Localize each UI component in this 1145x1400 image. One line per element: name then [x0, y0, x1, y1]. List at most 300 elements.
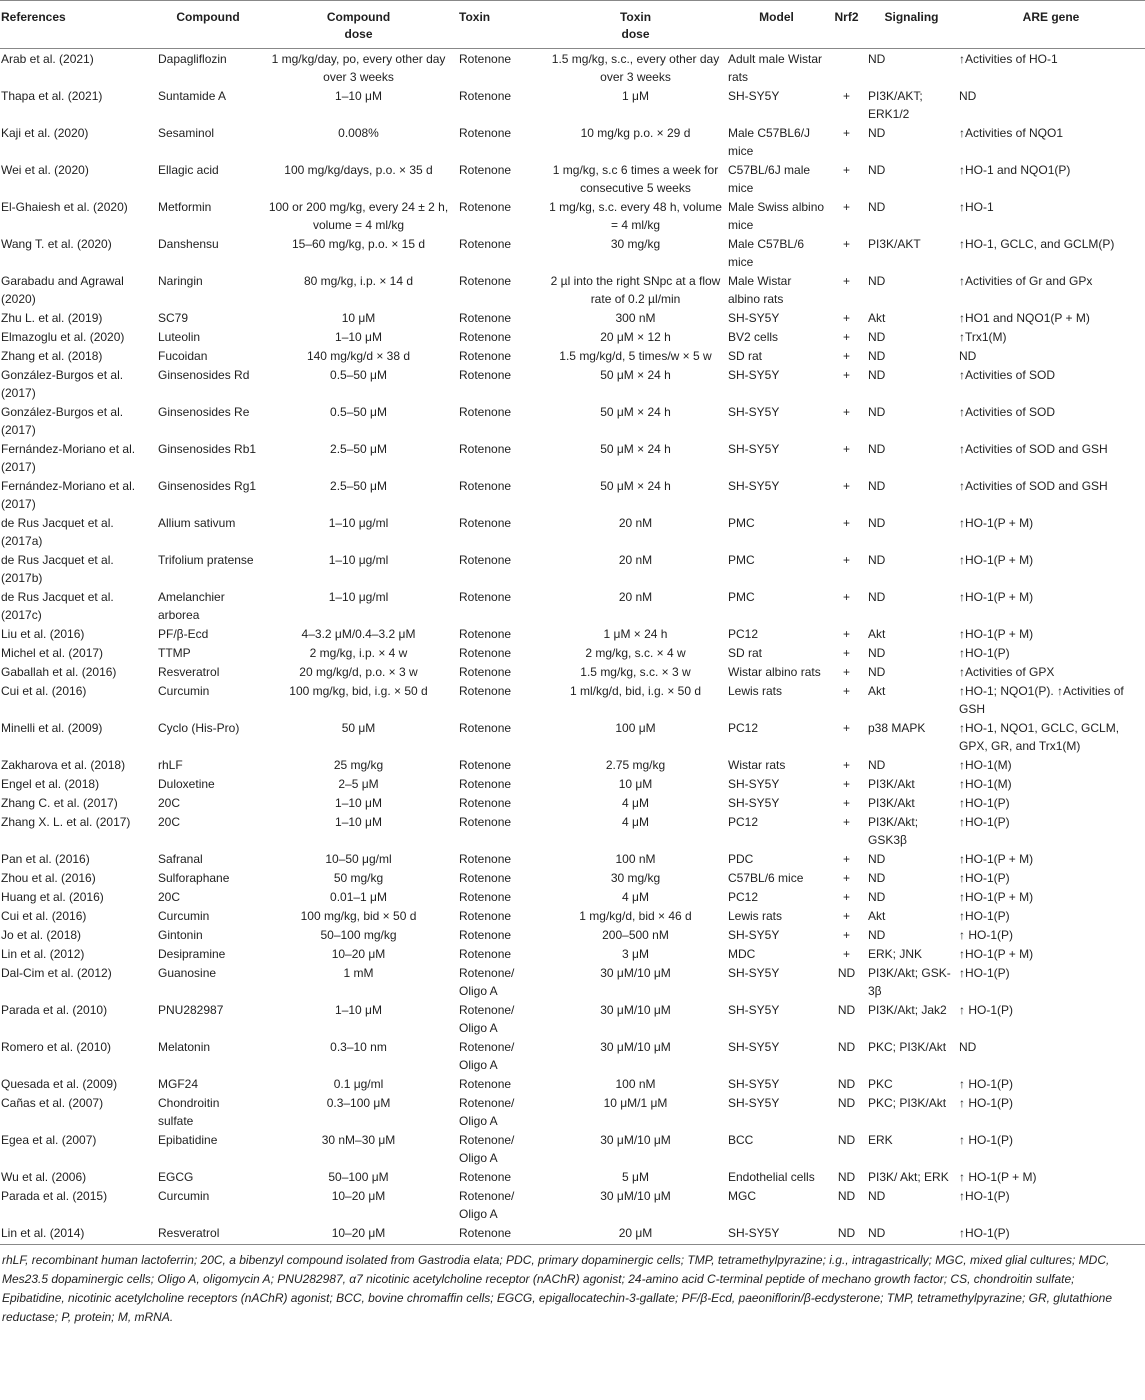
table-row	[0, 1186, 1145, 1223]
cell-model: SH-SY5Y	[728, 405, 780, 419]
table-row	[0, 849, 1145, 868]
cell-compound-dose: 1–10 μM	[335, 1003, 382, 1017]
header-toxin: Toxin	[457, 1, 545, 49]
cell-toxin-dose: 10 μM	[618, 777, 653, 791]
cell-model: SH-SY5Y	[728, 311, 780, 325]
cell-are-gene: ↑HO-1(P)	[959, 966, 1010, 980]
cell-signaling: PKC; PI3K/Akt	[868, 1096, 947, 1110]
cell-toxin: Rotenone	[459, 928, 512, 942]
table-row	[0, 476, 1145, 513]
cell-compound-dose: 100 mg/kg, bid, i.g. × 50 d	[289, 684, 428, 698]
cell-nrf2: +	[842, 721, 850, 735]
table-row	[0, 587, 1145, 624]
table-row	[0, 681, 1145, 718]
cell-model: SH-SY5Y	[728, 442, 780, 456]
cell-nrf2: +	[842, 909, 850, 923]
cell-are-gene: ↑HO-1, NQO1, GCLC, GCLM, GPX, GR, and Trx1(M)	[959, 721, 1120, 753]
cell-toxin: Rotenone/ Oligo A	[459, 1189, 515, 1221]
cell-toxin-dose: 30 mg/kg	[610, 871, 661, 885]
cell-reference: Engel et al. (2018)	[1, 777, 100, 791]
table-row	[0, 643, 1145, 662]
cell-model: SH-SY5Y	[728, 966, 780, 980]
table-row	[0, 624, 1145, 643]
table-row	[0, 271, 1145, 308]
cell-nrf2: +	[842, 126, 850, 140]
cell-are-gene: ↑HO-1(P + M)	[959, 852, 1034, 866]
cell-nrf2: +	[842, 665, 850, 679]
cell-signaling: ND	[868, 646, 886, 660]
cell-toxin-dose: 3 μM	[622, 947, 649, 961]
cell-compound: Resveratrol	[156, 1223, 260, 1245]
cell-model: SH-SY5Y	[728, 796, 780, 810]
cell-compound-dose: 0.3–100 μM	[326, 1096, 391, 1110]
cell-toxin: Rotenone	[459, 777, 512, 791]
cell-compound-dose: 0.3–10 nm	[330, 1040, 387, 1054]
table-row	[0, 1000, 1145, 1037]
cell-model: PMC	[728, 553, 755, 567]
cell-reference: El-Ghaiesh et al. (2020)	[1, 200, 128, 214]
cell-toxin: Rotenone	[459, 646, 512, 660]
cell-compound: Sesaminol	[158, 126, 215, 140]
cell-compound-dose: 0.5–50 μM	[330, 368, 387, 382]
cell-reference: Gaballah et al. (2016)	[1, 665, 117, 679]
cell-compound: Curcumin	[158, 1189, 210, 1203]
cell-nrf2: +	[842, 516, 850, 530]
cell-compound-dose: 10 μM	[341, 311, 376, 325]
cell-signaling: ND	[868, 871, 886, 885]
cell-toxin: Rotenone	[459, 237, 512, 251]
cell-signaling: ND	[868, 1189, 886, 1203]
cell-compound-dose: 50–100 mg/kg	[320, 928, 397, 942]
table-row	[0, 944, 1145, 963]
table-row	[0, 402, 1145, 439]
cell-model: Adult male Wistar rats	[728, 52, 823, 84]
cell-compound-dose: 0.1 μg/ml	[333, 1077, 384, 1091]
cell-compound-dose: 15–60 mg/kg, p.o. × 15 d	[291, 237, 426, 251]
cell-toxin-dose: 30 mg/kg	[610, 237, 661, 251]
cell-nrf2: ND	[837, 1077, 856, 1091]
cell-toxin-dose: 1.5 mg/kg, s.c., every other day over 3 weeks	[551, 52, 720, 84]
cell-signaling: Akt	[868, 311, 886, 325]
cell-nrf2: +	[842, 928, 850, 942]
cell-nrf2: +	[842, 815, 850, 829]
cell-toxin-dose: 4 μM	[622, 890, 649, 904]
cell-toxin: Rotenone	[459, 553, 512, 567]
cell-toxin: Rotenone	[459, 815, 512, 829]
cell-reference: Zakharova et al. (2018)	[1, 758, 126, 772]
cell-toxin: Rotenone	[459, 274, 512, 288]
cell-signaling: ERK	[868, 1133, 893, 1147]
table-row	[0, 774, 1145, 793]
cell-compound-dose: 1–10 μM	[335, 815, 382, 829]
cell-nrf2: +	[842, 311, 850, 325]
cell-reference: Arab et al. (2021)	[1, 52, 94, 66]
cell-reference: Zhang et al. (2018)	[1, 349, 103, 363]
cell-nrf2: +	[842, 796, 850, 810]
cell-nrf2: ND	[837, 1003, 856, 1017]
cell-signaling: PI3K/AKT; ERK1/2	[868, 89, 923, 121]
cell-reference: Cui et al. (2016)	[1, 909, 87, 923]
table-row	[0, 887, 1145, 906]
cell-are-gene: ↑HO-1(M)	[959, 758, 1012, 772]
cell-toxin: Rotenone/ Oligo A	[459, 1096, 515, 1128]
cell-compound-dose: 100 mg/kg, bid × 50 d	[300, 909, 417, 923]
cell-compound-dose: 10–20 μM	[260, 1223, 457, 1245]
cell-model: Male C57BL/6 mice	[728, 237, 805, 269]
cell-signaling: PI3K/ Akt; ERK	[868, 1170, 949, 1184]
cell-toxin-dose: 20 μM	[545, 1223, 726, 1245]
cell-toxin-dose: 1 mg/kg/d, bid × 46 d	[579, 909, 692, 923]
cell-are-gene: ↑Activities of GPX	[959, 665, 1055, 679]
cell-toxin-dose: 100 nM	[615, 1077, 656, 1091]
table-row	[0, 550, 1145, 587]
header-nrf2: Nrf2	[827, 1, 866, 49]
cell-toxin-dose: 20 nM	[618, 516, 653, 530]
cell-reference: Elmazoglu et al. (2020)	[1, 330, 125, 344]
cell-nrf2: +	[842, 274, 850, 288]
cell-compound: TTMP	[158, 646, 191, 660]
cell-model: Male Swiss albino mice	[728, 200, 825, 232]
cell-nrf2: +	[842, 349, 850, 363]
cell-toxin-dose: 100 μM	[615, 721, 656, 735]
cell-compound-dose: 2.5–50 μM	[330, 479, 387, 493]
cell-toxin: Rotenone	[459, 627, 512, 641]
cell-toxin: Rotenone	[459, 442, 512, 456]
cell-toxin-dose: 1 mg/kg, s.c 6 times a week for consecutive 5 weeks	[552, 163, 719, 195]
cell-signaling: ND	[868, 349, 886, 363]
cell-signaling: ND	[868, 665, 886, 679]
cell-signaling: ND	[868, 758, 886, 772]
cell-toxin: Rotenone	[459, 684, 512, 698]
cell-model: C57BL/6 mice	[728, 871, 804, 885]
cell-model: PC12	[728, 627, 759, 641]
cell-toxin-dose: 2.75 mg/kg	[605, 758, 666, 772]
cell-toxin-dose: 100 nM	[615, 852, 656, 866]
cell-compound: Curcumin	[158, 909, 210, 923]
cell-model: PMC	[728, 590, 755, 604]
cell-compound-dose: 1–10 μg/ml	[328, 553, 389, 567]
cell-compound-dose: 140 mg/kg/d × 38 d	[306, 349, 411, 363]
table-row	[0, 197, 1145, 234]
cell-signaling: ND	[866, 1223, 957, 1245]
table-body	[0, 49, 1145, 1245]
cell-toxin: Rotenone	[459, 89, 512, 103]
cell-compound: Ginsenosides Rb1	[158, 442, 257, 456]
table-row	[0, 868, 1145, 887]
cell-model: Wistar albino rats	[728, 665, 821, 679]
cell-toxin-dose: 1.5 mg/kg/d, 5 times/w × 5 w	[559, 349, 712, 363]
cell-are-gene: ↑ HO-1(P)	[959, 1003, 1013, 1017]
cell-nrf2: +	[842, 163, 850, 177]
cell-are-gene: ↑ HO-1(P)	[959, 1133, 1013, 1147]
cell-are-gene: ↑HO-1(P)	[959, 871, 1010, 885]
cell-compound-dose: 1–10 μg/ml	[328, 590, 389, 604]
cell-nrf2: +	[842, 89, 850, 103]
cell-model: SH-SY5Y	[726, 1223, 827, 1245]
cell-toxin: Rotenone	[459, 871, 512, 885]
cell-signaling: PI3K/Akt; GSK-3β	[868, 966, 951, 998]
cell-reference: Michel et al. (2017)	[1, 646, 104, 660]
cell-are-gene: ↑Activities of Gr and GPx	[959, 274, 1093, 288]
cell-compound: MGF24	[158, 1077, 199, 1091]
cell-nrf2: +	[842, 590, 850, 604]
table-row	[0, 327, 1145, 346]
cell-toxin: Rotenone	[459, 200, 512, 214]
table-footnote: rhLF, recombinant human lactoferrin; 20C, a bibenzyl compound isolated from Gastrodia elata; PDC, primary dopaminergic cells; TMP, tetramethylpyrazine; i.g., intragastrically; MGC, mixed glial cultures; MDC, Mes23.5 dopaminergic cells; Oligo A, oligomycin A; PNU282987, α7 nicotinic acetylcholine receptor (nAChR) agonist; 24-amino acid C-terminal peptide of mechano growth factor; CS, chondroitin sulfate; Epibatidine, nicotinic acetylcholine receptors (nAChR) agonist; BCC, bovine chromaffin cells; EGCG, epigallocatechin-3-gallate; PF/β-Ecd, paeoniflorin/β-ecdysterone; TMP, tetramethylpyrazine; GR, glutathione reductase; P, protein; M, mRNA.	[2, 1253, 1113, 1324]
cell-toxin-dose: 50 μM × 24 h	[600, 479, 671, 493]
cell-compound: Guanosine	[158, 966, 217, 980]
cell-signaling: ND	[868, 126, 886, 140]
cell-signaling: PI3K/Akt	[868, 796, 915, 810]
cell-are-gene: ND	[959, 89, 977, 103]
cell-compound: Desipramine	[158, 947, 226, 961]
cell-model: BCC	[728, 1133, 754, 1147]
cell-are-gene: ↑HO-1(P + M)	[959, 890, 1034, 904]
cell-compound: Dapagliflozin	[158, 52, 227, 66]
cell-compound-dose: 1 mM	[343, 966, 374, 980]
cell-toxin: Rotenone	[459, 721, 512, 735]
cell-reference: Kaji et al. (2020)	[1, 126, 89, 140]
cell-signaling: PI3K/Akt	[868, 777, 915, 791]
cell-toxin-dose: 30 μM/10 μM	[600, 1040, 671, 1054]
cell-nrf2: +	[842, 330, 850, 344]
cell-model: SH-SY5Y	[728, 479, 780, 493]
cell-signaling: ND	[868, 200, 886, 214]
cell-toxin-dose: 10 μM/1 μM	[603, 1096, 668, 1110]
cell-reference: Wu et al. (2006)	[1, 1170, 87, 1184]
cell-reference: Wei et al. (2020)	[1, 163, 89, 177]
cell-nrf2: ND	[837, 1133, 856, 1147]
cell-toxin: Rotenone	[459, 405, 512, 419]
cell-nrf2: +	[842, 442, 850, 456]
cell-toxin-dose: 2 µl into the right SNpc at a flow rate of 0.2 µl/min	[550, 274, 721, 306]
cell-toxin: Rotenone	[459, 1170, 512, 1184]
cell-compound: 20C	[158, 890, 181, 904]
cell-compound-dose: 0.01–1 μM	[330, 890, 387, 904]
table-row	[0, 662, 1145, 681]
cell-model: BV2 cells	[728, 330, 779, 344]
cell-toxin: Rotenone	[459, 349, 512, 363]
cell-toxin-dose: 50 μM × 24 h	[600, 442, 671, 456]
cell-toxin: Rotenone	[459, 665, 512, 679]
table-row	[0, 925, 1145, 944]
cell-compound: Ginsenosides Rd	[158, 368, 250, 382]
cell-reference: Zhang X. L. et al. (2017)	[1, 815, 131, 829]
cell-model: PMC	[728, 516, 755, 530]
cell-are-gene: ↑HO-1(M)	[959, 777, 1012, 791]
cell-reference: Dal-Cim et al. (2012)	[1, 966, 112, 980]
cell-model: SH-SY5Y	[728, 1096, 780, 1110]
cell-nrf2: +	[842, 368, 850, 382]
cell-toxin: Rotenone/ Oligo A	[459, 1003, 515, 1035]
cell-toxin-dose: 50 μM × 24 h	[600, 405, 671, 419]
cell-model: Male Wistar albino rats	[728, 274, 792, 306]
table-row	[0, 793, 1145, 812]
cell-compound-dose: 2–5 μM	[338, 777, 379, 791]
table-row	[0, 365, 1145, 402]
cell-compound-dose: 25 mg/kg	[333, 758, 384, 772]
cell-model: PC12	[728, 721, 759, 735]
cell-compound: 20C	[158, 796, 181, 810]
cell-nrf2: ND	[837, 1170, 856, 1184]
cell-nrf2: ND	[837, 966, 856, 980]
cell-reference: Cañas et al. (2007)	[1, 1096, 104, 1110]
cell-compound: PF/β-Ecd	[158, 627, 209, 641]
cell-reference: Huang et al. (2016)	[1, 890, 104, 904]
cell-model: MGC	[728, 1189, 756, 1203]
cell-reference: Thapa et al. (2021)	[1, 89, 103, 103]
cell-toxin: Rotenone	[459, 590, 512, 604]
cell-reference: Jo et al. (2018)	[1, 928, 82, 942]
cell-toxin-dose: 1 μM	[622, 89, 649, 103]
cell-are-gene: ↑ HO-1(P + M)	[959, 1170, 1037, 1184]
cell-compound-dose: 2.5–50 μM	[330, 442, 387, 456]
cell-nrf2: ND	[837, 1189, 856, 1203]
cell-nrf2: ND	[837, 1096, 856, 1110]
table-row	[0, 812, 1145, 849]
cell-toxin: Rotenone/ Oligo A	[459, 966, 515, 998]
cell-signaling: ND	[868, 368, 886, 382]
cell-are-gene: ↑HO-1(P)	[959, 796, 1010, 810]
cell-are-gene: ↑HO-1; NQO1(P). ↑Activities of GSH	[959, 684, 1124, 716]
cell-compound: Allium sativum	[158, 516, 236, 530]
cell-toxin: Rotenone	[459, 852, 512, 866]
cell-model: SH-SY5Y	[728, 777, 780, 791]
cell-signaling: ND	[868, 405, 886, 419]
cell-signaling: Akt	[868, 684, 886, 698]
cell-are-gene: ↑Activities of HO-1	[959, 52, 1058, 66]
cell-toxin-dose: 20 nM	[618, 590, 653, 604]
cell-compound: Fucoidan	[158, 349, 208, 363]
cell-model: Male C57BL6/J mice	[728, 126, 811, 158]
table-row	[0, 234, 1145, 271]
cell-are-gene: ↑HO-1(P + M)	[959, 553, 1034, 567]
cell-model: SH-SY5Y	[728, 928, 780, 942]
cell-toxin: Rotenone	[459, 947, 512, 961]
header-are-gene: ARE gene	[957, 1, 1145, 49]
cell-are-gene: ↑ HO-1(P)	[959, 1096, 1013, 1110]
cell-are-gene: ↑HO-1(P)	[957, 1223, 1145, 1245]
cell-compound-dose: 10–50 μg/ml	[325, 852, 392, 866]
table-row	[0, 439, 1145, 476]
header-signaling: Signaling	[866, 1, 957, 49]
cell-compound: Trifolium pratense	[158, 553, 254, 567]
cell-nrf2: +	[842, 479, 850, 493]
cell-compound-dose: 10–20 μM	[331, 1189, 386, 1203]
table-row	[0, 49, 1145, 87]
cell-compound-dose: 20 mg/kg/d, p.o. × 3 w	[299, 665, 418, 679]
cell-toxin: Rotenone	[459, 163, 512, 177]
cell-nrf2: +	[842, 646, 850, 660]
cell-compound: Luteolin	[158, 330, 201, 344]
cell-reference: Fernández-Moriano et al. (2017)	[1, 442, 136, 474]
cell-compound: Melatonin	[158, 1040, 211, 1054]
cell-signaling: PKC	[868, 1077, 893, 1091]
cell-compound: Suntamide A	[158, 89, 227, 103]
cell-signaling: ND	[868, 330, 886, 344]
cell-compound: Gintonin	[158, 928, 203, 942]
cell-are-gene: ↑HO1 and NQO1(P + M)	[959, 311, 1090, 325]
cell-toxin-dose: 30 μM/10 μM	[600, 1189, 671, 1203]
header-compound: Compound	[156, 1, 260, 49]
table-row	[0, 906, 1145, 925]
cell-compound: Metformin	[158, 200, 212, 214]
cell-toxin: Rotenone	[459, 479, 512, 493]
cell-toxin: Rotenone	[459, 330, 512, 344]
cell-toxin: Rotenone	[459, 909, 512, 923]
cell-signaling: Akt	[868, 909, 886, 923]
cell-nrf2: +	[842, 852, 850, 866]
cell-are-gene: ↑HO-1, GCLC, and GCLM(P)	[959, 237, 1115, 251]
cell-signaling: ND	[868, 928, 886, 942]
cell-model: SH-SY5Y	[728, 89, 780, 103]
cell-toxin: Rotenone	[459, 126, 512, 140]
cell-model: SH-SY5Y	[728, 368, 780, 382]
table-row	[0, 123, 1145, 160]
cell-toxin: Rotenone	[459, 368, 512, 382]
table-row	[0, 1093, 1145, 1130]
cell-toxin: Rotenone	[459, 1077, 512, 1091]
cell-toxin-dose: 20 nM	[618, 553, 653, 567]
cell-toxin-dose: 4 μM	[622, 796, 649, 810]
cell-are-gene: ↑Activities of SOD and GSH	[959, 442, 1108, 456]
cell-compound-dose: 4–3.2 μM/0.4–3.2 μM	[301, 627, 416, 641]
cell-signaling: PI3K/AKT	[868, 237, 921, 251]
cell-reference: Liu et al. (2016)	[1, 627, 85, 641]
table-row	[0, 86, 1145, 123]
cell-nrf2: ND	[827, 1223, 866, 1245]
cell-model: Wistar rats	[728, 758, 786, 772]
cell-compound-dose: 0.008%	[338, 126, 379, 140]
cell-are-gene: ↑ HO-1(P)	[959, 1077, 1013, 1091]
cell-toxin-dose: 20 μM × 12 h	[600, 330, 671, 344]
cell-reference: Minelli et al. (2009)	[1, 721, 103, 735]
cell-are-gene: ND	[959, 349, 977, 363]
header-toxin-dose: Toxin dose	[545, 1, 726, 49]
cell-are-gene: ↑Activities of SOD and GSH	[959, 479, 1108, 493]
cell-are-gene: ND	[959, 1040, 977, 1054]
cell-are-gene: ↑HO-1(P + M)	[959, 516, 1034, 530]
cell-toxin: Rotenone	[457, 1223, 545, 1245]
cell-nrf2: ND	[837, 1040, 856, 1054]
cell-toxin-dose: 300 nM	[615, 311, 656, 325]
table-row	[0, 1130, 1145, 1167]
cell-toxin: Rotenone	[459, 890, 512, 904]
cell-signaling: ND	[868, 590, 886, 604]
header-model: Model	[726, 1, 827, 49]
cell-compound: Epibatidine	[158, 1133, 218, 1147]
cell-are-gene: ↑ HO-1(P)	[959, 928, 1013, 942]
cell-model: Lewis rats	[728, 684, 783, 698]
cell-compound-dose: 0.5–50 μM	[330, 405, 387, 419]
cell-are-gene: ↑Activities of NQO1	[959, 126, 1064, 140]
cell-reference: Garabadu and Agrawal (2020)	[1, 274, 124, 306]
cell-nrf2: +	[842, 200, 850, 214]
cell-reference: Fernández-Moriano et al. (2017)	[1, 479, 136, 511]
cell-compound-dose: 100 or 200 mg/kg, every 24 ± 2 h, volume = 4 ml/kg	[268, 200, 449, 232]
cell-compound-dose: 1–10 μg/ml	[328, 516, 389, 530]
cell-are-gene: ↑Trx1(M)	[959, 330, 1007, 344]
cell-toxin: Rotenone	[459, 796, 512, 810]
cell-compound-dose: 1–10 μM	[335, 796, 382, 810]
cell-reference: de Rus Jacquet et al. (2017b)	[1, 553, 114, 585]
cell-model: PDC	[728, 852, 754, 866]
cell-compound: Danshensu	[158, 237, 219, 251]
cell-reference: Quesada et al. (2009)	[1, 1077, 118, 1091]
cell-toxin-dose: 30 μM/10 μM	[600, 966, 671, 980]
header-compound-dose: Compound dose	[260, 1, 457, 49]
table-row	[0, 1074, 1145, 1093]
